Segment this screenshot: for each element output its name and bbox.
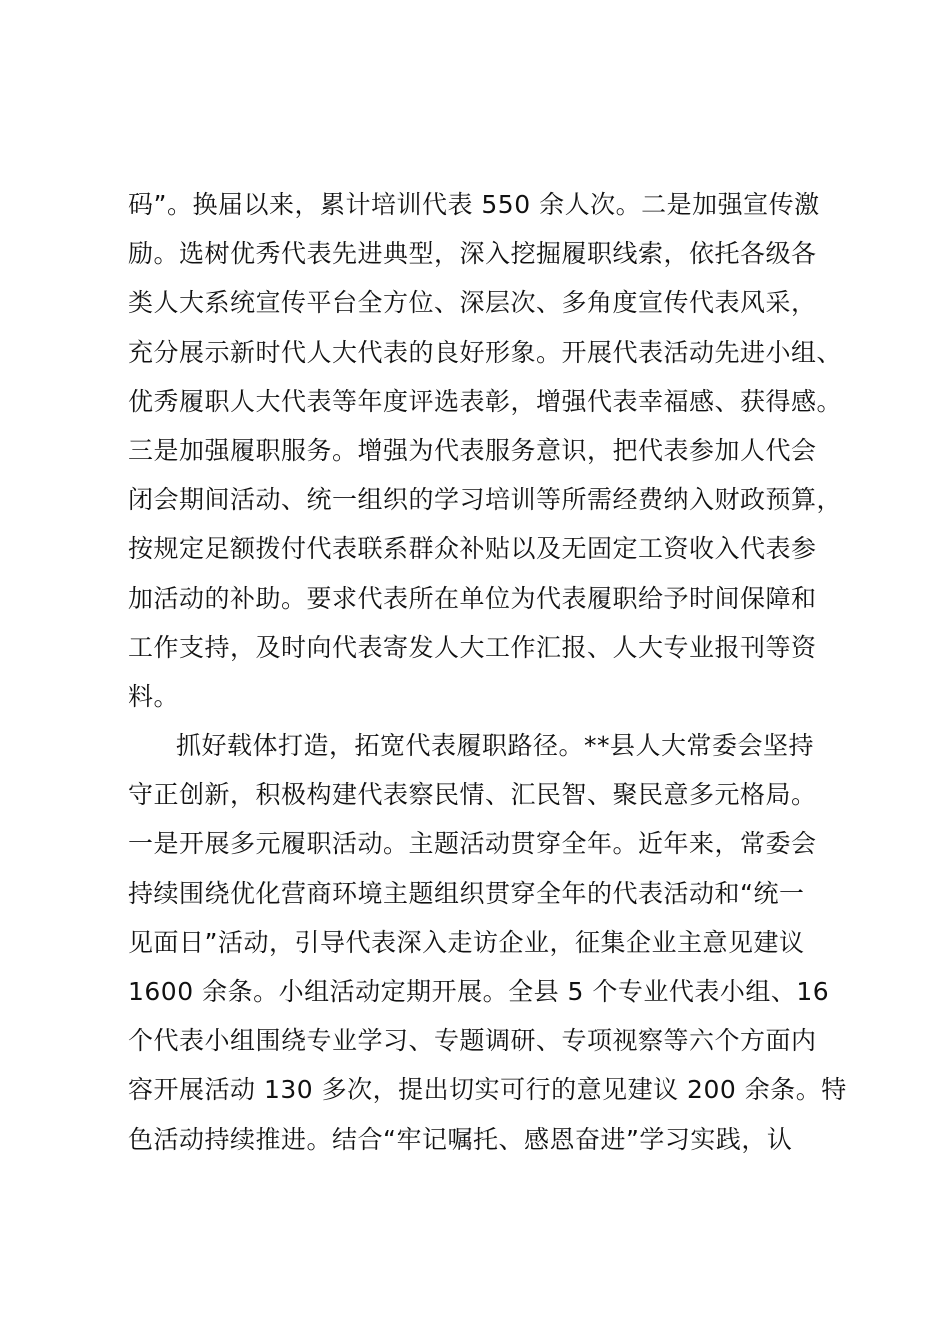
text-line: 闭会期间活动、统一组织的学习培训等所需经费纳入财政预算， (128, 485, 843, 515)
text-line: 见面日”活动，引导代表深入走访企业，征集企业主意见建议 (128, 927, 805, 957)
text-line: 充分展示新时代人大代表的良好形象。开展代表活动先进小组、 (128, 337, 843, 367)
text-line: 1600 余条。小组活动定期开展。全县 5 个专业代表小组、16 (128, 977, 830, 1006)
text-line: 容开展活动 130 多次，提出切实可行的意见建议 200 余条。特 (128, 1075, 847, 1105)
text-line: 抓好载体打造，拓宽代表履职路径。**县人大常委会坚持 (176, 731, 815, 761)
text-line: 持续围绕优化营商环境主题组织贯穿全年的代表活动和“统一 (128, 878, 805, 908)
text-line: 三是加强履职服务。增强为代表服务意识，把代表参加人代会 (128, 435, 817, 465)
text-line: 励。选树优秀代表先进典型，深入挖掘履职线索，依托各级各 (128, 239, 817, 269)
text-line: 优秀履职人大代表等年度评选表彰，增强代表幸福感、获得感。 (128, 386, 843, 416)
paragraph-2 (128, 721, 868, 1164)
text-line: 工作支持，及时向代表寄发人大工作汇报、人大专业报刊等资 (128, 632, 817, 662)
document-body (128, 180, 868, 1164)
text-line: 一是开展多元履职活动。主题活动贯穿全年。近年来，常委会 (128, 829, 817, 859)
text-line: 色活动持续推进。结合“牢记嘱托、感恩奋进”学习实践，认 (128, 1124, 793, 1154)
text-line: 码”。换届以来，累计培训代表 550 余人次。二是加强宣传激 (128, 190, 820, 219)
text-line: 个代表小组围绕专业学习、专题调研、专项视察等六个方面内 (128, 1026, 817, 1056)
paragraph-1 (128, 180, 868, 721)
text-line: 料。 (128, 681, 180, 711)
text-line: 守正创新，积极构建代表察民情、汇民智、聚民意多元格局。 (128, 780, 817, 810)
text-line: 按规定足额拨付代表联系群众补贴以及无固定工资收入代表参 (128, 534, 817, 564)
text-line: 加活动的补助。要求代表所在单位为代表履职给予时间保障和 (128, 583, 817, 613)
text-line: 类人大系统宣传平台全方位、深层次、多角度宣传代表风采， (128, 288, 817, 318)
